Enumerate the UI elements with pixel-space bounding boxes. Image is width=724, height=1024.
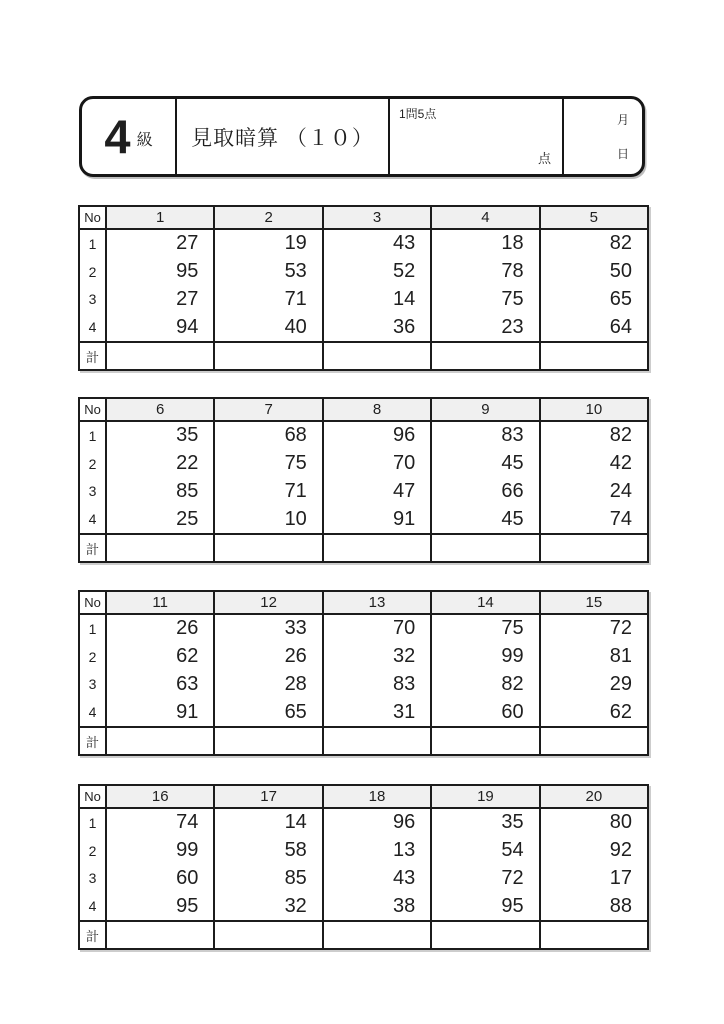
- operand-cell: 72: [430, 865, 538, 893]
- row-number-label: 4: [88, 511, 97, 528]
- row-number-label: 2: [88, 455, 97, 472]
- operand-cell: 74: [539, 505, 647, 533]
- operand-cell: 88: [539, 892, 647, 920]
- problem-column-header: 5: [539, 207, 647, 228]
- total-row: [80, 726, 647, 754]
- row-number-label: 1: [88, 814, 97, 831]
- problem-column-header: 10: [539, 399, 647, 420]
- operand-cell: 35: [430, 809, 538, 837]
- problem-column-header: 16: [105, 786, 213, 807]
- title-header-box: [79, 96, 645, 177]
- operand-cell: 96: [322, 422, 430, 450]
- row-number-label: 2: [88, 842, 97, 859]
- operand-cell: 91: [105, 698, 213, 726]
- operand-cell: 82: [430, 671, 538, 699]
- operand-cell: 28: [213, 671, 321, 699]
- date-box: [562, 99, 642, 174]
- no-column-header: No: [80, 786, 105, 807]
- operand-cell: 82: [539, 422, 647, 450]
- row-number-label: 2: [88, 648, 97, 665]
- problem-column-header: 13: [322, 592, 430, 613]
- operand-cell: 99: [105, 837, 213, 865]
- total-answer-cell: [105, 728, 213, 754]
- operand-cell: 32: [213, 892, 321, 920]
- row-number-label: 1: [88, 620, 97, 637]
- operand-cell: 33: [213, 615, 321, 643]
- worksheet-table: [78, 397, 649, 563]
- total-answer-cell: [430, 922, 538, 948]
- operand-row: [80, 286, 647, 314]
- total-answer-cell: [322, 922, 430, 948]
- operand-cell: 31: [322, 698, 430, 726]
- operand-cell: 75: [213, 450, 321, 478]
- total-row: [80, 920, 647, 948]
- operand-cell: 65: [213, 698, 321, 726]
- table-body: [80, 422, 647, 533]
- total-row-label: 計: [85, 541, 99, 557]
- operand-cell: 27: [105, 286, 213, 314]
- table-body: [80, 809, 647, 920]
- total-row-label: 計: [85, 928, 99, 944]
- worksheet-table: [78, 784, 649, 950]
- table-header-row: [80, 399, 647, 422]
- total-row-label: 計: [85, 734, 99, 750]
- operand-row: [80, 313, 647, 341]
- operand-row: [80, 671, 647, 699]
- operand-cell: 47: [322, 478, 430, 506]
- total-answer-cell: [539, 922, 647, 948]
- operand-cell: 27: [105, 230, 213, 258]
- operand-cell: 71: [213, 286, 321, 314]
- operand-cell: 62: [105, 643, 213, 671]
- operand-cell: 45: [430, 450, 538, 478]
- operand-cell: 96: [322, 809, 430, 837]
- total-answer-cell: [539, 728, 647, 754]
- operand-cell: 19: [213, 230, 321, 258]
- problem-column-header: 8: [322, 399, 430, 420]
- operand-cell: 60: [105, 865, 213, 893]
- operand-cell: 70: [322, 450, 430, 478]
- table-header-row: [80, 207, 647, 230]
- total-row: [80, 533, 647, 561]
- operand-row: [80, 698, 647, 726]
- operand-cell: 85: [213, 865, 321, 893]
- operand-cell: 92: [539, 837, 647, 865]
- operand-cell: 74: [105, 809, 213, 837]
- operand-cell: 66: [430, 478, 538, 506]
- problem-column-header: 17: [213, 786, 321, 807]
- row-number-label: 1: [88, 235, 97, 252]
- row-number-label: 4: [88, 898, 97, 915]
- no-column-header: No: [80, 207, 105, 228]
- operand-cell: 75: [430, 615, 538, 643]
- operand-cell: 60: [430, 698, 538, 726]
- total-answer-cell: [213, 728, 321, 754]
- operand-cell: 38: [322, 892, 430, 920]
- operand-cell: 26: [105, 615, 213, 643]
- operand-row: [80, 837, 647, 865]
- table-header-row: [80, 592, 647, 615]
- operand-cell: 70: [322, 615, 430, 643]
- operand-cell: 26: [213, 643, 321, 671]
- operand-cell: 80: [539, 809, 647, 837]
- worksheet-table: [78, 590, 649, 756]
- operand-cell: 62: [539, 698, 647, 726]
- score-box: [388, 99, 562, 174]
- operand-cell: 52: [322, 258, 430, 286]
- operand-row: [80, 865, 647, 893]
- total-answer-cell: [105, 922, 213, 948]
- operand-cell: 32: [322, 643, 430, 671]
- operand-row: [80, 505, 647, 533]
- problem-column-header: 14: [430, 592, 538, 613]
- operand-cell: 45: [430, 505, 538, 533]
- operand-row: [80, 478, 647, 506]
- problem-column-header: 1: [105, 207, 213, 228]
- operand-cell: 43: [322, 230, 430, 258]
- problem-column-header: 12: [213, 592, 321, 613]
- operand-cell: 95: [430, 892, 538, 920]
- total-answer-cell: [430, 535, 538, 561]
- problem-column-header: 2: [213, 207, 321, 228]
- operand-row: [80, 230, 647, 258]
- grade-unit-label: 級: [136, 132, 153, 149]
- row-number-label: 3: [88, 483, 97, 500]
- operand-cell: 40: [213, 313, 321, 341]
- total-answer-cell: [322, 343, 430, 369]
- operand-cell: 81: [539, 643, 647, 671]
- problem-column-header: 3: [322, 207, 430, 228]
- problem-column-header: 4: [430, 207, 538, 228]
- operand-cell: 42: [539, 450, 647, 478]
- total-answer-cell: [430, 728, 538, 754]
- total-answer-cell: [539, 343, 647, 369]
- operand-cell: 10: [213, 505, 321, 533]
- month-label: 月: [616, 113, 629, 127]
- no-column-header: No: [80, 592, 105, 613]
- operand-cell: 54: [430, 837, 538, 865]
- worksheet-table: [78, 205, 649, 371]
- operand-row: [80, 615, 647, 643]
- total-answer-cell: [213, 535, 321, 561]
- operand-cell: 17: [539, 865, 647, 893]
- row-number-label: 2: [88, 263, 97, 280]
- operand-cell: 64: [539, 313, 647, 341]
- total-answer-cell: [105, 535, 213, 561]
- problem-column-header: 15: [539, 592, 647, 613]
- total-answer-cell: [322, 535, 430, 561]
- operand-cell: 14: [213, 809, 321, 837]
- operand-cell: 36: [322, 313, 430, 341]
- total-answer-cell: [105, 343, 213, 369]
- problem-column-header: 11: [105, 592, 213, 613]
- day-label: 日: [616, 147, 629, 161]
- row-number-label: 4: [88, 704, 97, 721]
- operand-row: [80, 892, 647, 920]
- operand-cell: 94: [105, 313, 213, 341]
- operand-cell: 83: [430, 422, 538, 450]
- grade-box: [82, 99, 175, 174]
- operand-cell: 71: [213, 478, 321, 506]
- row-number-label: 3: [88, 870, 97, 887]
- operand-cell: 83: [322, 671, 430, 699]
- total-answer-cell: [213, 343, 321, 369]
- operand-cell: 18: [430, 230, 538, 258]
- row-number-label: 1: [88, 427, 97, 444]
- operand-cell: 23: [430, 313, 538, 341]
- total-answer-cell: [539, 535, 647, 561]
- operand-cell: 53: [213, 258, 321, 286]
- total-answer-cell: [322, 728, 430, 754]
- worksheet-title: 見取暗算 （１０）: [175, 99, 388, 174]
- operand-cell: 63: [105, 671, 213, 699]
- operand-cell: 78: [430, 258, 538, 286]
- score-unit-label: 点: [537, 151, 551, 166]
- total-row-label: 計: [85, 349, 99, 365]
- problem-column-header: 18: [322, 786, 430, 807]
- operand-cell: 75: [430, 286, 538, 314]
- table-body: [80, 615, 647, 726]
- total-answer-cell: [213, 922, 321, 948]
- problem-column-header: 9: [430, 399, 538, 420]
- operand-cell: 43: [322, 865, 430, 893]
- operand-cell: 85: [105, 478, 213, 506]
- no-column-header: No: [80, 399, 105, 420]
- operand-cell: 14: [322, 286, 430, 314]
- problem-column-header: 6: [105, 399, 213, 420]
- total-answer-cell: [430, 343, 538, 369]
- operand-cell: 13: [322, 837, 430, 865]
- grade-number: 4: [104, 110, 130, 163]
- operand-cell: 91: [322, 505, 430, 533]
- problem-column-header: 7: [213, 399, 321, 420]
- operand-cell: 58: [213, 837, 321, 865]
- operand-cell: 50: [539, 258, 647, 286]
- problem-column-header: 19: [430, 786, 538, 807]
- operand-row: [80, 643, 647, 671]
- operand-cell: 29: [539, 671, 647, 699]
- operand-cell: 95: [105, 892, 213, 920]
- operand-cell: 72: [539, 615, 647, 643]
- operand-cell: 99: [430, 643, 538, 671]
- operand-row: [80, 450, 647, 478]
- operand-cell: 68: [213, 422, 321, 450]
- operand-cell: 82: [539, 230, 647, 258]
- operand-row: [80, 422, 647, 450]
- operand-cell: 25: [105, 505, 213, 533]
- operand-row: [80, 258, 647, 286]
- operand-cell: 35: [105, 422, 213, 450]
- table-header-row: [80, 786, 647, 809]
- operand-cell: 65: [539, 286, 647, 314]
- problem-column-header: 20: [539, 786, 647, 807]
- row-number-label: 3: [88, 676, 97, 693]
- operand-row: [80, 809, 647, 837]
- points-per-question-note: 1問5点: [399, 107, 437, 121]
- operand-cell: 95: [105, 258, 213, 286]
- row-number-label: 3: [88, 291, 97, 308]
- operand-cell: 22: [105, 450, 213, 478]
- total-row: [80, 341, 647, 369]
- row-number-label: 4: [88, 319, 97, 336]
- table-body: [80, 230, 647, 341]
- operand-cell: 24: [539, 478, 647, 506]
